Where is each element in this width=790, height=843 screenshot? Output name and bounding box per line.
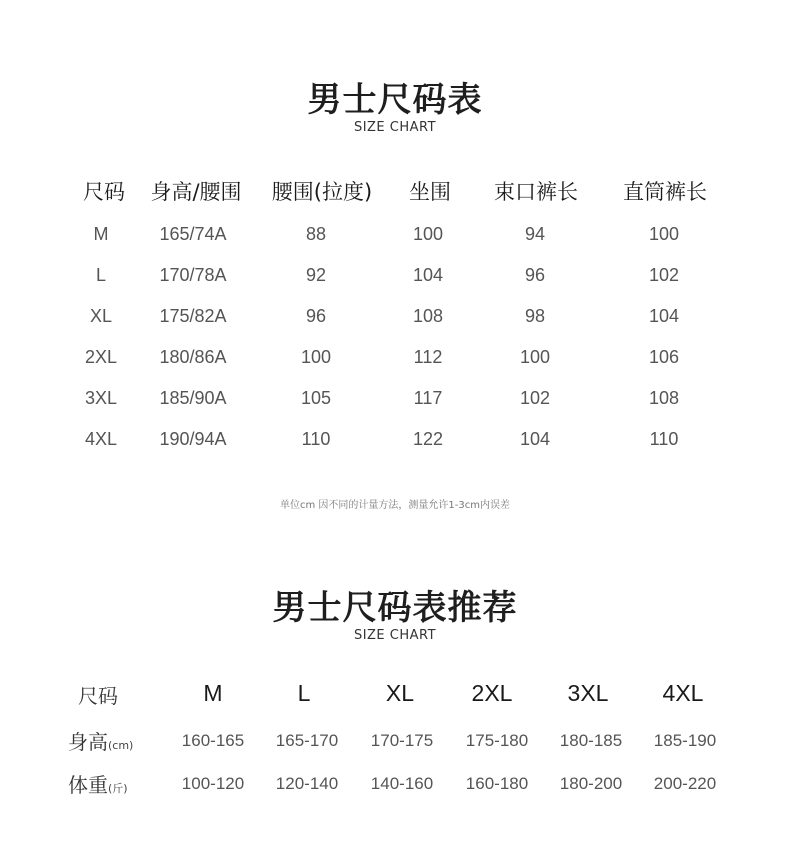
table-cell: 94 — [524, 224, 546, 244]
table-cell: 4XL — [84, 429, 118, 449]
height-value: 160-165 — [181, 731, 245, 750]
measurement-note: 单位cm 因不同的计量方法，测量允许1-3cm内误差 — [280, 500, 510, 511]
height-value: 175-180 — [465, 731, 529, 750]
size-label: M — [203, 680, 223, 706]
table-cell: 96 — [305, 306, 327, 326]
table-cell: 100 — [412, 224, 444, 244]
weight-unit: (斤) — [108, 782, 128, 795]
height-value: 180-185 — [559, 731, 623, 750]
header-size: 尺码 — [78, 684, 118, 708]
table-cell: 110 — [649, 429, 679, 449]
table-cell: 180/86A — [159, 347, 227, 367]
table-cell: 100 — [519, 347, 551, 367]
weight-value: 140-160 — [370, 774, 434, 793]
header-size: 尺码 — [83, 180, 125, 204]
weight-value: 120-140 — [275, 774, 339, 793]
header-hip: 坐围 — [409, 180, 451, 204]
table-cell: 190/94A — [159, 429, 227, 449]
weight-value: 100-120 — [181, 774, 245, 793]
height-value: 165-170 — [275, 731, 339, 750]
table-cell: 104 — [648, 306, 680, 326]
table-cell: 3XL — [84, 388, 118, 408]
table-cell: 170/78A — [159, 265, 227, 285]
table-cell: 102 — [519, 388, 551, 408]
table-cell: 112 — [413, 347, 443, 367]
size-label: 2XL — [471, 680, 513, 706]
table-cell: M — [93, 224, 109, 244]
size-chart-subtitle: SIZE CHART — [353, 120, 437, 135]
table-cell: 117 — [413, 388, 443, 408]
recommend-chart-title: 男士尺码表推荐 — [272, 588, 518, 628]
row-label-height — [68, 726, 133, 755]
table-cell: 105 — [300, 388, 332, 408]
row-label-weight — [68, 769, 128, 798]
size-label: 3XL — [567, 680, 609, 706]
header-height-waist: 身高/腰围 — [150, 180, 242, 204]
table-cell: L — [95, 265, 107, 285]
table-cell: 98 — [524, 306, 546, 326]
table-cell: 96 — [524, 265, 546, 285]
recommend-chart-subtitle: SIZE CHART — [353, 628, 437, 643]
weight-value: 200-220 — [653, 774, 717, 793]
size-label: 4XL — [662, 680, 704, 706]
weight-value: 160-180 — [465, 774, 529, 793]
table-cell: 165/74A — [159, 224, 227, 244]
table-cell: 2XL — [84, 347, 118, 367]
table-cell: 92 — [305, 265, 327, 285]
table-cell: 175/82A — [159, 306, 227, 326]
table-cell: 108 — [412, 306, 444, 326]
header-tapered-length: 束口裤长 — [494, 180, 578, 204]
height-label: 身高 — [68, 730, 108, 754]
table-cell: 122 — [412, 429, 444, 449]
table-cell: 88 — [305, 224, 327, 244]
height-value: 185-190 — [653, 731, 717, 750]
header-waist-stretch: 腰围(拉度) — [271, 180, 373, 204]
weight-value: 180-200 — [559, 774, 623, 793]
table-cell: 104 — [412, 265, 444, 285]
table-cell: XL — [89, 306, 113, 326]
table-cell: 100 — [300, 347, 332, 367]
size-chart-title: 男士尺码表 — [307, 80, 483, 120]
table-cell: 100 — [648, 224, 680, 244]
height-value: 170-175 — [370, 731, 434, 750]
height-unit: (cm) — [108, 739, 134, 752]
size-label: XL — [385, 680, 415, 706]
size-label: L — [297, 680, 311, 706]
table-cell: 110 — [301, 429, 331, 449]
table-cell: 185/90A — [159, 388, 227, 408]
table-cell: 108 — [648, 388, 680, 408]
table-cell: 102 — [648, 265, 680, 285]
weight-label: 体重 — [68, 773, 108, 797]
table-cell: 106 — [648, 347, 680, 367]
table-cell: 104 — [519, 429, 551, 449]
header-straight-length: 直筒裤长 — [623, 180, 707, 204]
